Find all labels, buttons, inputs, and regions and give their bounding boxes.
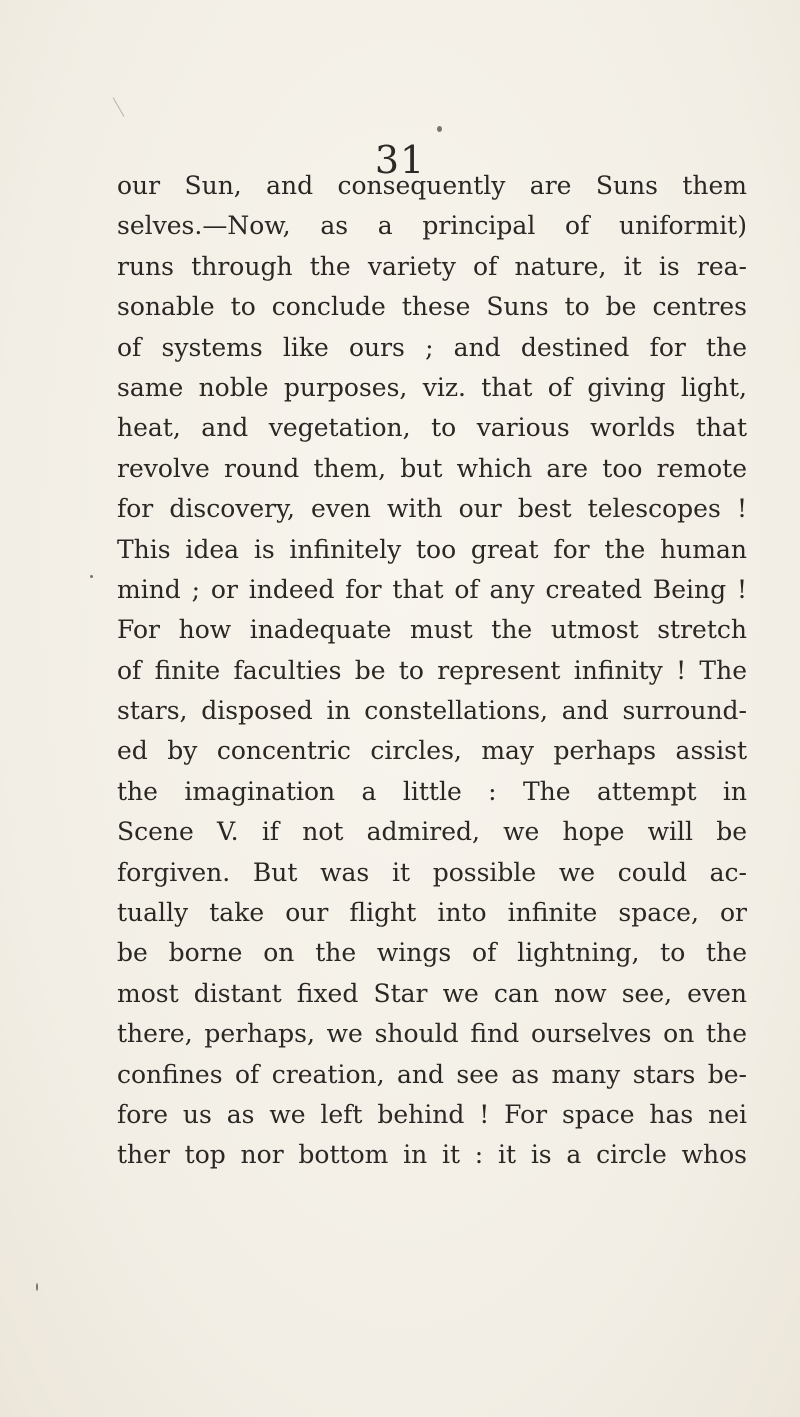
text-line: same noble purposes, viz. that of giving light,	[117, 372, 747, 402]
text-line: there, perhaps, we should find ourselves on the	[117, 1019, 747, 1049]
text-line: sonable to conclude these Suns to be centres	[117, 292, 747, 322]
text-line: of finite faculties be to represent infinity ! The	[117, 655, 747, 685]
text-line: stars, disposed in constellations, and surround-	[117, 696, 747, 726]
text-line: mind ; or indeed for that of any created Being !	[117, 574, 747, 604]
text-line: For how inadequate must the utmost stretch	[117, 615, 747, 645]
text-line: most distant fixed Star we can now see, even	[117, 978, 747, 1008]
text-line: fore us as we left behind ! For space has nei	[117, 1099, 747, 1129]
text-line: forgiven. But was it possible we could ac-	[117, 857, 747, 887]
text-line: heat, and vegetation, to various worlds that	[117, 413, 747, 443]
text-line: Scene V. if not admired, we hope will be	[117, 817, 747, 847]
text-line: of systems like ours ; and destined for the	[117, 332, 747, 362]
text-line: tually take our flight into infinite space, or	[117, 898, 747, 928]
text-line: selves.—Now, as a principal of uniformit)	[117, 211, 747, 241]
ink-speck	[36, 1283, 38, 1291]
text-line: our Sun, and consequently are Suns them	[117, 171, 747, 200]
stray-mark	[113, 97, 125, 117]
text-line: revolve round them, but which are too remote	[117, 453, 747, 483]
text-line: This idea is infinitely too great for the human	[117, 534, 747, 564]
page-number: 31	[374, 138, 426, 182]
body-text	[117, 166, 747, 1176]
ink-speck	[90, 575, 93, 578]
text-line: be borne on the wings of lightning, to the	[117, 938, 747, 968]
text-line: ed by concentric circles, may perhaps assist	[117, 736, 747, 766]
text-line: ther top nor bottom in it : it is a circle whos	[117, 1140, 747, 1170]
text-line: for discovery, even with our best telescopes !	[117, 494, 747, 524]
text-line: confines of creation, and see as many stars be-	[117, 1059, 747, 1089]
text-line: the imagination a little : The attempt in	[117, 776, 747, 806]
text-line: runs through the variety of nature, it is rea-	[117, 251, 747, 281]
ink-speck	[437, 126, 442, 132]
